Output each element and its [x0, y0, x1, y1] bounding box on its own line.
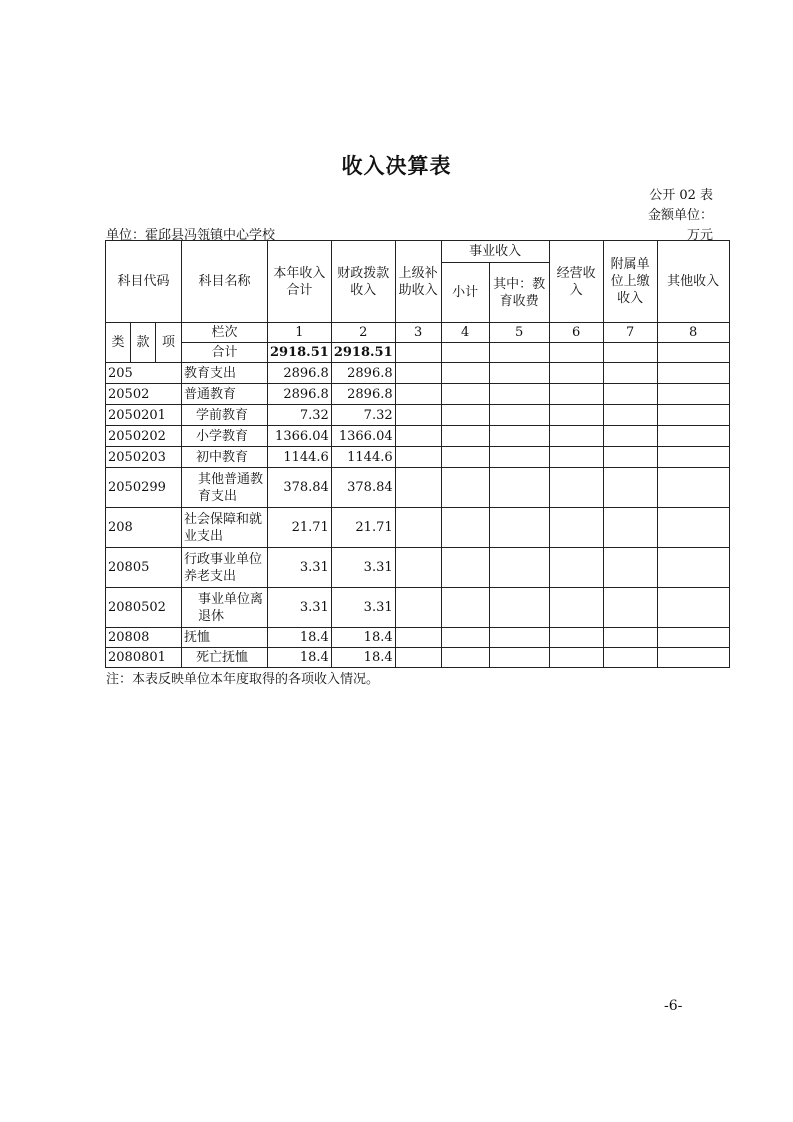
col-number: 3 — [395, 323, 441, 343]
header-subject-code: 科目代码 — [106, 241, 182, 323]
table-note: 注：本表反映单位本年度取得的各项收入情况。 — [106, 672, 380, 687]
col-number: 8 — [657, 323, 729, 343]
header-business-subtotal: 小计 — [441, 263, 489, 323]
row-name: 初中教育 — [182, 447, 268, 468]
table-row — [106, 508, 730, 548]
header-superior-subsidy: 上级补助收入 — [395, 241, 441, 323]
row-code: 20805 — [106, 548, 182, 588]
fiscal-income-sum: 2918.51 — [331, 343, 395, 363]
row-name: 教育支出 — [182, 363, 268, 384]
total-income-sum: 2918.51 — [268, 343, 332, 363]
header-total-income: 本年收入合计 — [268, 241, 332, 323]
row-name: 事业单位离退休 — [182, 588, 268, 628]
header-lanci: 栏次 — [182, 323, 268, 343]
table-row — [106, 648, 730, 668]
form-number: 公开 02 表 — [649, 188, 713, 203]
col-number: 4 — [441, 323, 489, 343]
row-fiscal: 3.31 — [331, 548, 395, 588]
row-total: 7.32 — [268, 405, 332, 426]
row-total: 21.71 — [268, 508, 332, 548]
header-affiliated-income: 附属单位上缴收入 — [603, 241, 657, 323]
row-code: 2050203 — [106, 447, 182, 468]
income-table — [105, 240, 730, 668]
row-code: 2080801 — [106, 648, 182, 668]
header-business-edu-fee: 其中：教育收费 — [489, 263, 549, 323]
row-name: 行政事业单位养老支出 — [182, 548, 268, 588]
row-fiscal: 21.71 — [331, 508, 395, 548]
row-fiscal: 18.4 — [331, 628, 395, 648]
row-total: 3.31 — [268, 548, 332, 588]
row-name: 其他普通教育支出 — [182, 468, 268, 508]
table-row — [106, 363, 730, 384]
col-number: 2 — [331, 323, 395, 343]
col-number: 6 — [549, 323, 603, 343]
row-total: 1366.04 — [268, 426, 332, 447]
row-fiscal: 1144.6 — [331, 447, 395, 468]
row-code: 2050201 — [106, 405, 182, 426]
row-total: 378.84 — [268, 468, 332, 508]
row-name: 学前教育 — [182, 405, 268, 426]
row-code: 2050202 — [106, 426, 182, 447]
table-row — [106, 548, 730, 588]
table-row — [106, 588, 730, 628]
table-row — [106, 405, 730, 426]
header-subject-name: 科目名称 — [182, 241, 268, 323]
amount-unit-value: 万元 — [686, 228, 713, 243]
row-fiscal: 378.84 — [331, 468, 395, 508]
row-name: 普通教育 — [182, 384, 268, 405]
row-fiscal: 1366.04 — [331, 426, 395, 447]
row-name: 抚恤 — [182, 628, 268, 648]
row-fiscal: 2896.8 — [331, 363, 395, 384]
col-number: 5 — [489, 323, 549, 343]
row-code: 2080502 — [106, 588, 182, 628]
row-code: 20502 — [106, 384, 182, 405]
row-fiscal: 3.31 — [331, 588, 395, 628]
row-total: 18.4 — [268, 648, 332, 668]
table-row — [106, 468, 730, 508]
table-row — [106, 426, 730, 447]
row-code: 20808 — [106, 628, 182, 648]
row-name: 小学教育 — [182, 426, 268, 447]
page-number: -6- — [664, 998, 683, 1014]
header-fiscal-income: 财政拨款收入 — [331, 241, 395, 323]
table-row — [106, 447, 730, 468]
header-operating-income: 经营收入 — [549, 241, 603, 323]
col-number: 1 — [268, 323, 332, 343]
table-row — [106, 628, 730, 648]
page-title: 收入决算表 — [341, 154, 452, 178]
header-xiang: 项 — [156, 323, 182, 363]
row-total: 2896.8 — [268, 363, 332, 384]
row-total: 1144.6 — [268, 447, 332, 468]
row-fiscal: 2896.8 — [331, 384, 395, 405]
row-code: 208 — [106, 508, 182, 548]
table-row — [106, 384, 730, 405]
header-business-income: 事业收入 — [441, 241, 549, 263]
amount-unit-label: 金额单位： — [647, 208, 713, 223]
row-total: 3.31 — [268, 588, 332, 628]
header-heji: 合计 — [182, 343, 268, 363]
row-total: 2896.8 — [268, 384, 332, 405]
row-name: 社会保障和就业支出 — [182, 508, 268, 548]
header-lei: 类 — [106, 323, 131, 363]
header-other-income: 其他收入 — [657, 241, 729, 323]
row-code: 205 — [106, 363, 182, 384]
col-number: 7 — [603, 323, 657, 343]
row-fiscal: 7.32 — [331, 405, 395, 426]
organization-name: 单位：霍邱县冯瓴镇中心学校 — [106, 228, 276, 243]
row-code: 2050299 — [106, 468, 182, 508]
row-fiscal: 18.4 — [331, 648, 395, 668]
header-kuan: 款 — [131, 323, 156, 363]
row-name: 死亡抚恤 — [182, 648, 268, 668]
row-total: 18.4 — [268, 628, 332, 648]
